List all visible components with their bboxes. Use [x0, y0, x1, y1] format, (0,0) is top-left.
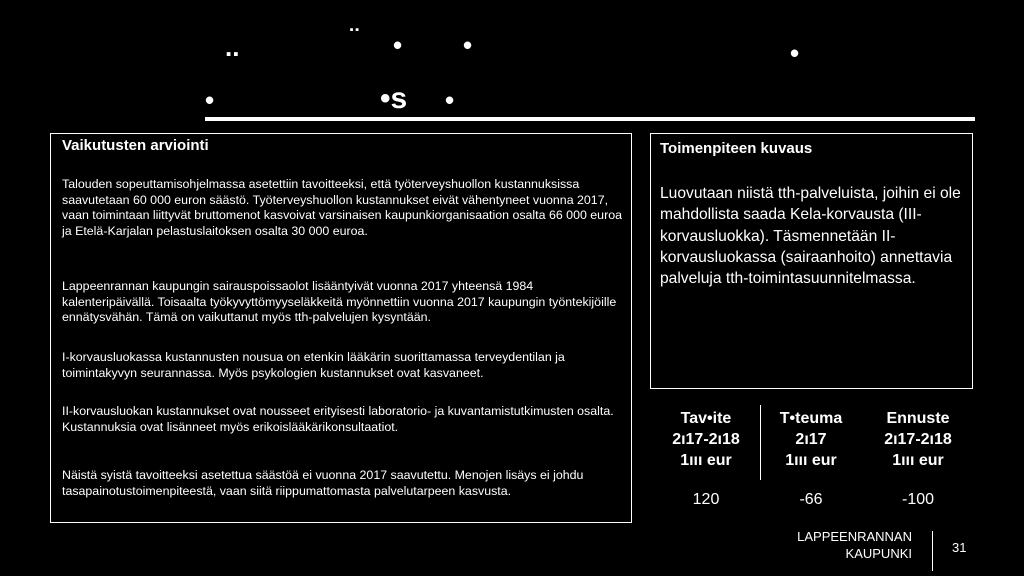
title-fragment: .. — [225, 32, 240, 62]
title-fragment: • — [790, 38, 800, 68]
stat-forecast — [863, 408, 973, 509]
measure-description-text: Luovutaan niistä tth-palveluista, joihin ei ole mahdollista saada Kela-korvausta (III-korvausluokka). Täsmennetään II-korvausluokassa (sairaanhoito) annettavia palveluja tth-toimintasuunnitelmassa. — [660, 185, 961, 288]
paragraph-conclusion: Näistä syistä tavoitteeksi asetettua säästöä ei vuonna 2017 saavutettu. Menojen lisäys ei johdu tasapainotustoimenpiteestä, vaan siitä riippumattomasta palvelutarpeen kasvusta. — [62, 468, 584, 498]
stat-actual-period: 2ı17 — [795, 431, 827, 448]
stat-target-value: 120 — [692, 491, 720, 508]
stat-forecast-label: Ennuste — [886, 410, 950, 427]
stat-actual-label: T•teuma — [779, 410, 843, 427]
city-logo-line2: KAUPUNKI — [845, 546, 912, 561]
title-fragment: • — [393, 30, 403, 60]
title-underline — [205, 117, 975, 121]
city-logo-line1: LAPPEENRANNAN — [797, 529, 912, 544]
stat-target-period: 2ı17-2ı18 — [672, 431, 740, 448]
city-logo-text — [780, 528, 912, 562]
title-fragment: • — [205, 85, 215, 115]
impact-assessment-heading: Vaikutusten arviointi — [62, 137, 209, 154]
stat-target-label: Tav•ite — [680, 410, 732, 427]
title-fragment: •s — [380, 82, 408, 115]
title-fragment: • — [463, 30, 473, 60]
footer-divider — [932, 531, 933, 571]
paragraph-class-2: II-korvausluokan kustannukset ovat nousseet erityisesti laboratorio- ja kuvantamistutkimusten osalta. Kustannuksia ovat lisänneet myös erikoislääkärikonsultaatiot. — [62, 404, 614, 434]
stat-actual — [756, 408, 866, 509]
title-fragment: • — [445, 85, 455, 115]
paragraph-savings-goal: Talouden sopeuttamisohjelmassa asetettiin tavoitteeksi, että työterveyshuollon kustannuksissa saavutetaan 60 000 euron säästö. Työterveyshuollon kustannukset eivät vähentyneet vuonna 2017, vaan toimintaan liittyvät bruttomenot kasvoivat varsinaisen kaupunkiorganisaation osalta 66 000 euroa ja Etelä-Karjalan pelastuslaitoksen osalta 30 000 euroa. — [62, 177, 622, 238]
stat-forecast-period: 2ı17-2ı18 — [884, 431, 952, 448]
stat-forecast-value: -100 — [901, 491, 935, 508]
stat-target — [651, 408, 761, 509]
page-number: 31 — [952, 540, 967, 555]
slide-title — [205, 22, 845, 120]
stat-actual-value: -66 — [799, 491, 823, 508]
paragraph-class-1: I-korvausluokassa kustannusten nousua on etenkin lääkärin suorittamassa terveydentilan ja toimintakyvyn seurannassa. Myös psykologien kustannukset ovat kasvaneet. — [62, 350, 565, 380]
stat-forecast-unit: 1ııı eur — [892, 452, 944, 469]
measure-description-heading: Toimenpiteen kuvaus — [660, 140, 813, 157]
title-fragment: ¨ — [350, 22, 359, 52]
stat-actual-unit: 1ııı eur — [785, 452, 837, 469]
paragraph-sick-leave: Lappeenrannan kaupungin sairauspoissaolot lisääntyivät vuonna 2017 yhteensä 1984 kalenteripäivällä. Toisaalta työkyvyttömyyseläkkeitä myönnettiin vuonna 2017 kaupungin työntekijöille ennätysvähän. Tämä on vaikuttanut myös tth-palvelujen kysyntään. — [62, 279, 617, 324]
stat-target-unit: 1ııı eur — [680, 452, 732, 469]
